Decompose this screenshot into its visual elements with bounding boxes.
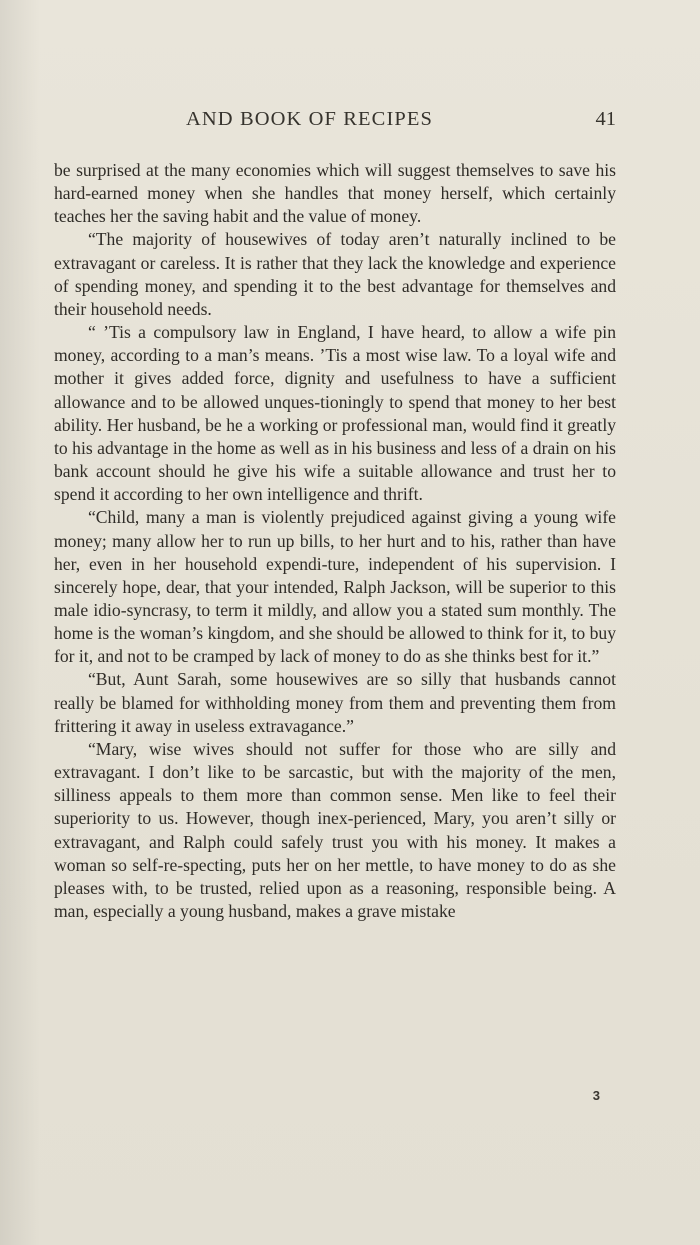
page-number: 41 bbox=[595, 108, 616, 130]
running-title: AND BOOK OF RECIPES bbox=[186, 108, 434, 130]
paragraph: “ ’Tis a compulsory law in England, I have heard, to allow a wife pin money, according to a man’s means. ’Tis a most wise law. To a loyal wife and mother it gives added force, dignity and usefulness to have a sufficient allowance and to be allowed unques-tioningly to spend that money to her best ability. Her husband, be he a working or professional man, would find it greatly to his advantage in the home as well as in his business and less of a drain on his bank account should he give his wife a suitable allowance and trust her to spend it according to her own intelligence and thrift. bbox=[54, 322, 616, 505]
paragraph: “Mary, wise wives should not suffer for those who are silly and extravagant. I don’t like to be sarcastic, but with the majority of the men, silliness appeals to them more than common sense. Men like to feel their superiority to us. However, though inex-perienced, Mary, you aren’t silly or extravagant, and Ralph could safely trust you with his money. It makes a woman so self-re-specting, puts her on her mettle, to have money to do as she pleases with, to be trusted, relied upon as a reasoning, responsible being. A man, especially a young husband, makes a grave mistake bbox=[54, 738, 616, 921]
body-text bbox=[54, 159, 616, 923]
printer-signature-mark: 3 bbox=[592, 1088, 600, 1103]
paragraph: “The majority of housewives of today aren’t naturally inclined to be extravagant or careless. It is rather that they lack the knowledge and experience of spending money, and spending it to the best advantage for themselves and their household needs. bbox=[54, 229, 616, 319]
paragraph: “But, Aunt Sarah, some housewives are so silly that husbands cannot really be blamed for withholding money from them and preventing them from frittering it away in useless extravagance.” bbox=[54, 669, 616, 736]
paragraph-continued: be surprised at the many economies which will suggest themselves to save his hard-earned money when she handles that money herself, which certainly teaches her the saving habit and the value of money. bbox=[54, 160, 616, 227]
running-head bbox=[54, 108, 616, 136]
paragraph: “Child, many a man is violently prejudiced against giving a young wife money; many allow her to run up bills, to her hurt and to his, rather than have her, even in her household expendi-ture, independent of his supervision. I sincerely hope, dear, that your intended, Ralph Jackson, will be superior to this male idio-syncrasy, to term it mildly, and allow you a stated sum monthly. The home is the woman’s kingdom, and she should be allowed to think for it, to buy for it, and not to be cramped by lack of money to do as she thinks best for it.” bbox=[54, 507, 616, 667]
